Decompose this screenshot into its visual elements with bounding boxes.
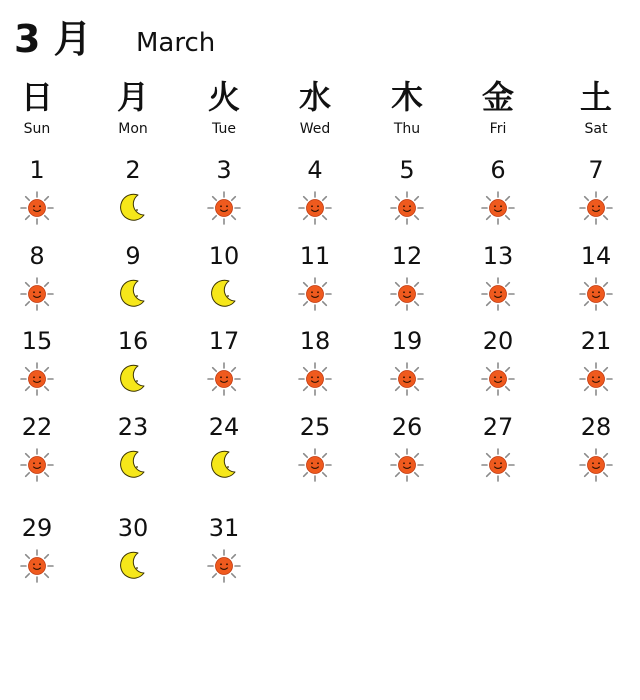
moon-icon — [115, 276, 151, 312]
day-cell — [463, 413, 533, 483]
sun-icon — [19, 548, 55, 584]
day-cell — [372, 413, 442, 483]
day-number: 25 — [299, 413, 331, 441]
sun-icon — [297, 447, 333, 483]
weekday-wed — [280, 78, 350, 138]
sun-icon — [389, 447, 425, 483]
weekday-sat — [561, 78, 631, 138]
day-cell — [372, 242, 442, 312]
weekday-thu — [372, 78, 442, 138]
sun-icon — [389, 276, 425, 312]
day-number: 30 — [117, 514, 149, 542]
weekday-label: Fri — [489, 121, 507, 137]
weekday-tue — [189, 78, 259, 138]
day-cell — [280, 413, 350, 483]
week-row — [0, 327, 640, 397]
day-number: 10 — [208, 242, 240, 270]
day-cell — [98, 514, 168, 584]
weekday-label: Thu — [393, 121, 421, 137]
weekday-label: Sat — [584, 121, 608, 137]
sun-icon — [480, 190, 516, 226]
day-cell — [189, 413, 259, 483]
weekday-kanji: 土 — [579, 78, 612, 116]
sun-icon — [480, 447, 516, 483]
day-number: 19 — [391, 327, 423, 355]
day-number: 17 — [208, 327, 240, 355]
day-number: 22 — [21, 413, 53, 441]
sun-icon — [389, 190, 425, 226]
day-cell — [280, 242, 350, 312]
day-number: 5 — [399, 156, 415, 184]
weekday-kanji: 水 — [298, 78, 331, 116]
day-cell — [2, 514, 72, 584]
sun-icon — [480, 276, 516, 312]
day-number: 12 — [391, 242, 423, 270]
sun-icon — [389, 361, 425, 397]
sun-icon — [297, 190, 333, 226]
sun-icon — [578, 447, 614, 483]
day-number: 6 — [490, 156, 506, 184]
day-number: 18 — [299, 327, 331, 355]
day-cell — [189, 156, 259, 226]
day-cell — [280, 327, 350, 397]
day-number: 3 — [216, 156, 232, 184]
day-number: 16 — [117, 327, 149, 355]
week-row — [0, 514, 640, 584]
week-row — [0, 156, 640, 226]
sun-icon — [480, 361, 516, 397]
week-row — [0, 413, 640, 483]
day-number: 14 — [580, 242, 612, 270]
day-number: 24 — [208, 413, 240, 441]
sun-icon — [578, 276, 614, 312]
weekday-label: Sun — [23, 121, 51, 137]
moon-icon — [115, 361, 151, 397]
day-cell — [463, 242, 533, 312]
weekday-header — [0, 78, 640, 142]
weekday-mon — [98, 78, 168, 138]
day-number: 13 — [482, 242, 514, 270]
day-number: 20 — [482, 327, 514, 355]
sun-icon — [297, 276, 333, 312]
day-number: 11 — [299, 242, 331, 270]
day-number: 26 — [391, 413, 423, 441]
day-cell — [98, 413, 168, 483]
month-number: 3 月 — [14, 17, 92, 61]
day-number: 15 — [21, 327, 53, 355]
day-number: 1 — [29, 156, 45, 184]
day-number: 21 — [580, 327, 612, 355]
sun-icon — [206, 548, 242, 584]
sun-icon — [19, 447, 55, 483]
day-cell — [2, 242, 72, 312]
day-cell — [561, 156, 631, 226]
weekday-label: Mon — [118, 121, 148, 137]
weekday-kanji: 火 — [207, 78, 240, 116]
day-cell — [2, 327, 72, 397]
day-number: 9 — [125, 242, 141, 270]
sun-icon — [578, 190, 614, 226]
day-number: 7 — [588, 156, 604, 184]
day-cell — [463, 327, 533, 397]
moon-icon — [115, 447, 151, 483]
moon-icon — [206, 276, 242, 312]
sun-icon — [206, 361, 242, 397]
day-number: 23 — [117, 413, 149, 441]
weekday-kanji: 月 — [116, 78, 149, 116]
week-row — [0, 242, 640, 312]
day-number: 29 — [21, 514, 53, 542]
moon-icon — [115, 548, 151, 584]
weekday-sun — [2, 78, 72, 138]
weekday-fri — [463, 78, 533, 138]
weekday-kanji: 金 — [481, 78, 514, 116]
month-name: March — [136, 28, 216, 58]
day-cell — [372, 327, 442, 397]
day-cell — [189, 514, 259, 584]
day-number: 8 — [29, 242, 45, 270]
day-cell — [189, 242, 259, 312]
weekday-label: Wed — [299, 121, 331, 137]
sun-icon — [297, 361, 333, 397]
day-cell — [561, 413, 631, 483]
sun-icon — [19, 276, 55, 312]
day-number: 28 — [580, 413, 612, 441]
sun-icon — [19, 361, 55, 397]
day-cell — [372, 156, 442, 226]
sun-icon — [19, 190, 55, 226]
day-number: 31 — [208, 514, 240, 542]
day-cell — [2, 156, 72, 226]
day-cell — [189, 327, 259, 397]
weekday-label: Tue — [212, 121, 236, 137]
day-number: 2 — [125, 156, 141, 184]
day-cell — [98, 242, 168, 312]
sun-icon — [578, 361, 614, 397]
moon-icon — [115, 190, 151, 226]
day-cell — [561, 327, 631, 397]
weekday-kanji: 木 — [390, 78, 423, 116]
day-cell — [98, 156, 168, 226]
day-number: 4 — [307, 156, 323, 184]
day-cell — [2, 413, 72, 483]
sun-icon — [206, 190, 242, 226]
day-cell — [463, 156, 533, 226]
day-cell — [280, 156, 350, 226]
weekday-kanji: 日 — [20, 78, 53, 116]
day-cell — [98, 327, 168, 397]
day-number: 27 — [482, 413, 514, 441]
day-cell — [561, 242, 631, 312]
moon-icon — [206, 447, 242, 483]
